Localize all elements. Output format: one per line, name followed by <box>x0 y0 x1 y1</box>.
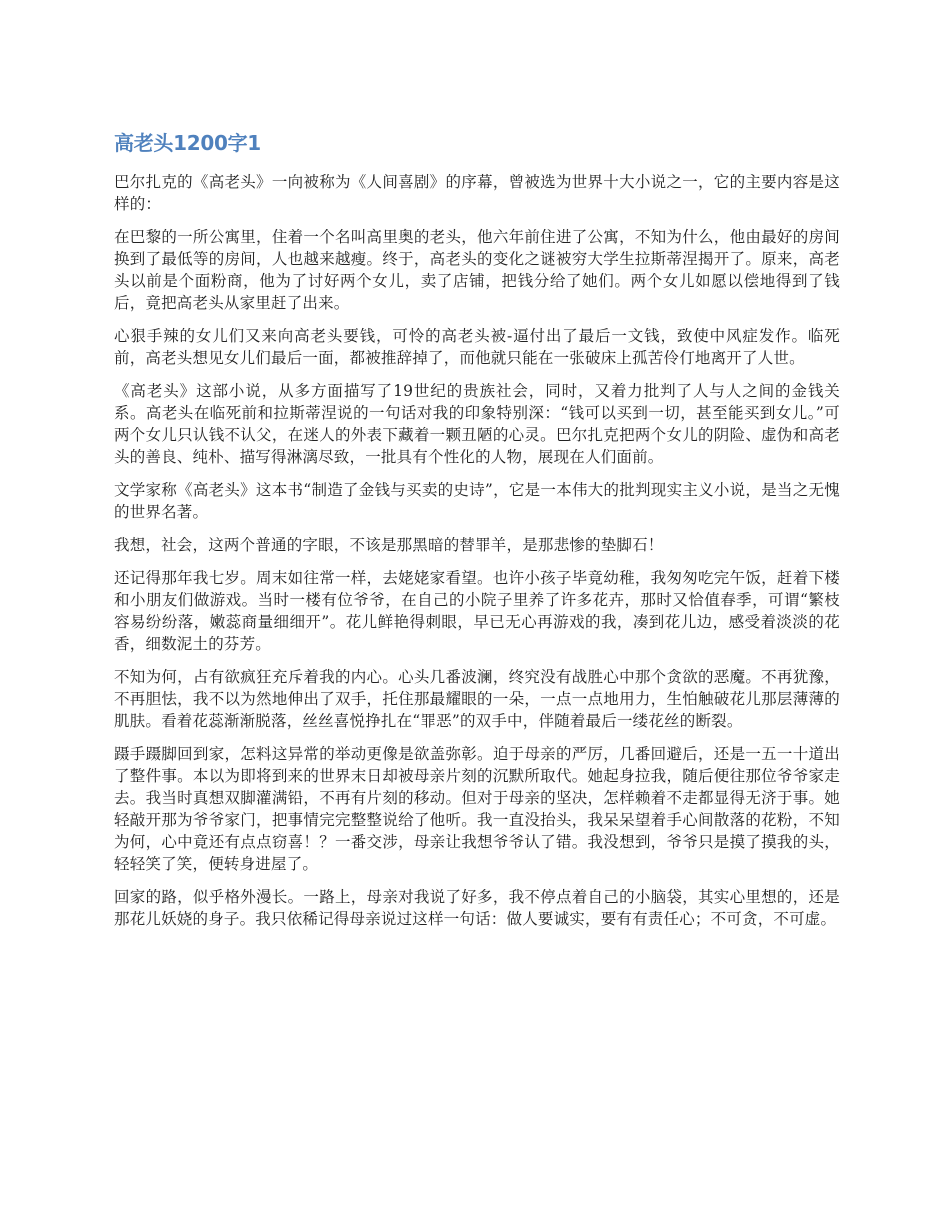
paragraph: 心狠手辣的女儿们又来向高老头要钱，可怜的高老头被-逼付出了最后一文钱，致使中风症发作。临死前，高老头想见女儿们最后一面，都被推辞掉了，而他就只能在一张破床上孤苦伶仃地离开了人世。 <box>114 327 840 367</box>
paragraph: 回家的路，似乎格外漫长。一路上，母亲对我说了好多，我不停点着自己的小脑袋，其实心里想的，还是那花儿妖娆的身子。我只依稀记得母亲说过这样一句话：做人要诚实，要有有责任心；不可贪，不可虚。 <box>114 888 840 928</box>
document-title: 高老头1200字1 <box>114 131 261 155</box>
paragraph: 在巴黎的一所公寓里，住着一个名叫高里奥的老头，他六年前住进了公寓，不知为什么，他由最好的房间换到了最低等的房间，人也越来越瘦。终于，高老头的变化之谜被穷大学生拉斯蒂涅揭开了。原来，高老头以前是个面粉商，他为了讨好两个女儿，卖了店铺，把钱分给了她们。两个女儿如愿以偿地得到了钱后，竟把高老头从家里赶了出来。 <box>114 228 840 312</box>
document-page <box>114 127 840 941</box>
paragraph: 还记得那年我七岁。周末如往常一样，去姥姥家看望。也许小孩子毕竟幼稚，我匆匆吃完午饭，赶着下楼和小朋友们做游戏。当时一楼有位爷爷，在自己的小院子里养了许多花卉，那时又恰值春季，可谓“繁枝容易纷纷落，嫩蕊商量细细开”。花儿鲜艳得刺眼，早已无心再游戏的我，凑到花儿边，感受着淡淡的花香，细数泥土的芬芳。 <box>114 569 840 653</box>
paragraph: 《高老头》这部小说，从多方面描写了19世纪的贵族社会，同时，又着力批判了人与人之间的金钱关系。高老头在临死前和拉斯蒂涅说的一句话对我的印象特别深：“钱可以买到一切，甚至能买到女儿。”可两个女儿只认钱不认父，在迷人的外表下藏着一颗丑陋的心灵。巴尔扎克把两个女儿的阴险、虚伪和高老头的善良、纯朴、描写得淋漓尽致，一批具有个性化的人物，展现在人们面前。 <box>114 382 840 466</box>
paragraph: 不知为何，占有欲疯狂充斥着我的内心。心头几番波澜，终究没有战胜心中那个贪欲的恶魔。不再犹豫，不再胆怯，我不以为然地伸出了双手，托住那最耀眼的一朵，一点一点地用力，生怕触破花儿那层薄薄的肌肤。看着花蕊渐渐脱落，丝丝喜悦挣扎在“罪恶”的双手中，伴随着最后一缕花丝的断裂。 <box>114 668 840 730</box>
paragraph: 我想，社会，这两个普通的字眼，不该是那黑暗的替罪羊，是那悲惨的垫脚石！ <box>114 536 664 554</box>
paragraph: 蹑手蹑脚回到家，怎料这异常的举动更像是欲盖弥彰。迫于母亲的严厉，几番回避后，还是一五一十道出了整件事。本以为即将到来的世界末日却被母亲片刻的沉默所取代。她起身拉我，随后便往那位爷爷家走去。我当时真想双脚灌满铅，不再有片刻的移动。但对于母亲的坚决，怎样赖着不走都显得无济于事。她轻敲开那为爷爷家门，把事情完完整整说给了他听。我一直没抬头，我呆呆望着手心间散落的花粉，不知为何，心中竟还有点点窃喜！？一番交涉，母亲让我想爷爷认了错。我没想到，爷爷只是摸了摸我的头，轻轻笑了笑，便转身进屋了。 <box>114 745 840 873</box>
paragraph: 文学家称《高老头》这本书“制造了金钱与买卖的史诗”，它是一本伟大的批判现实主义小说，是当之无愧的世界名著。 <box>114 481 840 521</box>
paragraph: 巴尔扎克的《高老头》一向被称为《人间喜剧》的序幕，曾被选为世界十大小说之一，它的主要内容是这样的： <box>114 173 840 213</box>
